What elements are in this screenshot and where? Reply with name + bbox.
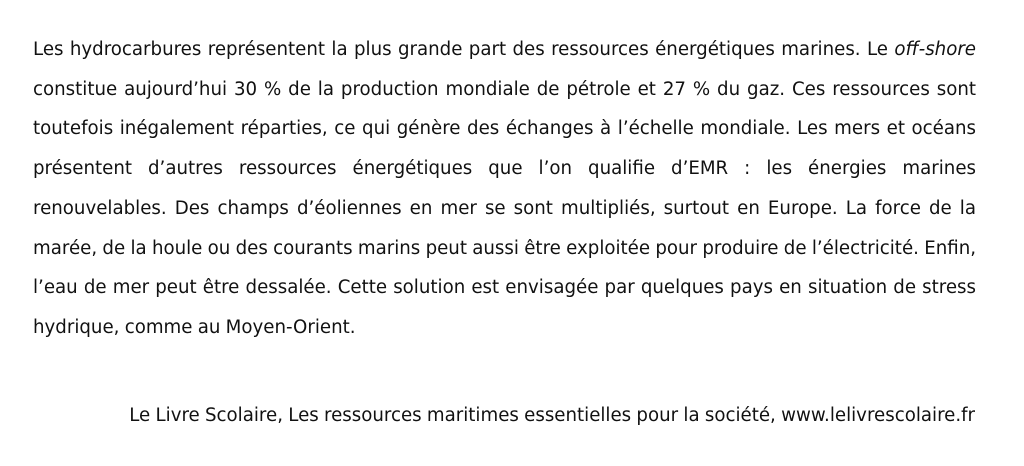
paragraph-text-part-1: Les hydrocarbures représentent la plus grande part des ressources énergétiques marines. Le bbox=[33, 39, 895, 60]
emphasized-term: off-shore bbox=[894, 39, 976, 60]
paragraph-text-part-2: constitue aujourd’hui 30 % de la production mondiale de pétrole et 27 % du gaz. Ces ressources sont toutefois inégalement réparties, ce qui génère des échanges à l’échelle mondiale. Les mers et océans présentent d’autres ressources énergétiques que l’on qualifie d’EMR : les énergies marines renouvelables. Des champs d’éoliennes en mer se sont multipliés, surtout en Europe. La force de la marée, de la houle ou des courants marins peut aussi être exploitée pour produire de l’électricité. Enfin, l’eau de mer peut être dessalée. Cette solution est envisagée par quelques pays en situation de stress hydrique, comme au Moyen-Orient. bbox=[33, 78, 976, 338]
body-paragraph bbox=[33, 30, 976, 348]
source-citation: Le Livre Scolaire, Les ressources maritimes essentielles pour la société, www.lelivrescolaire.fr bbox=[129, 405, 975, 426]
